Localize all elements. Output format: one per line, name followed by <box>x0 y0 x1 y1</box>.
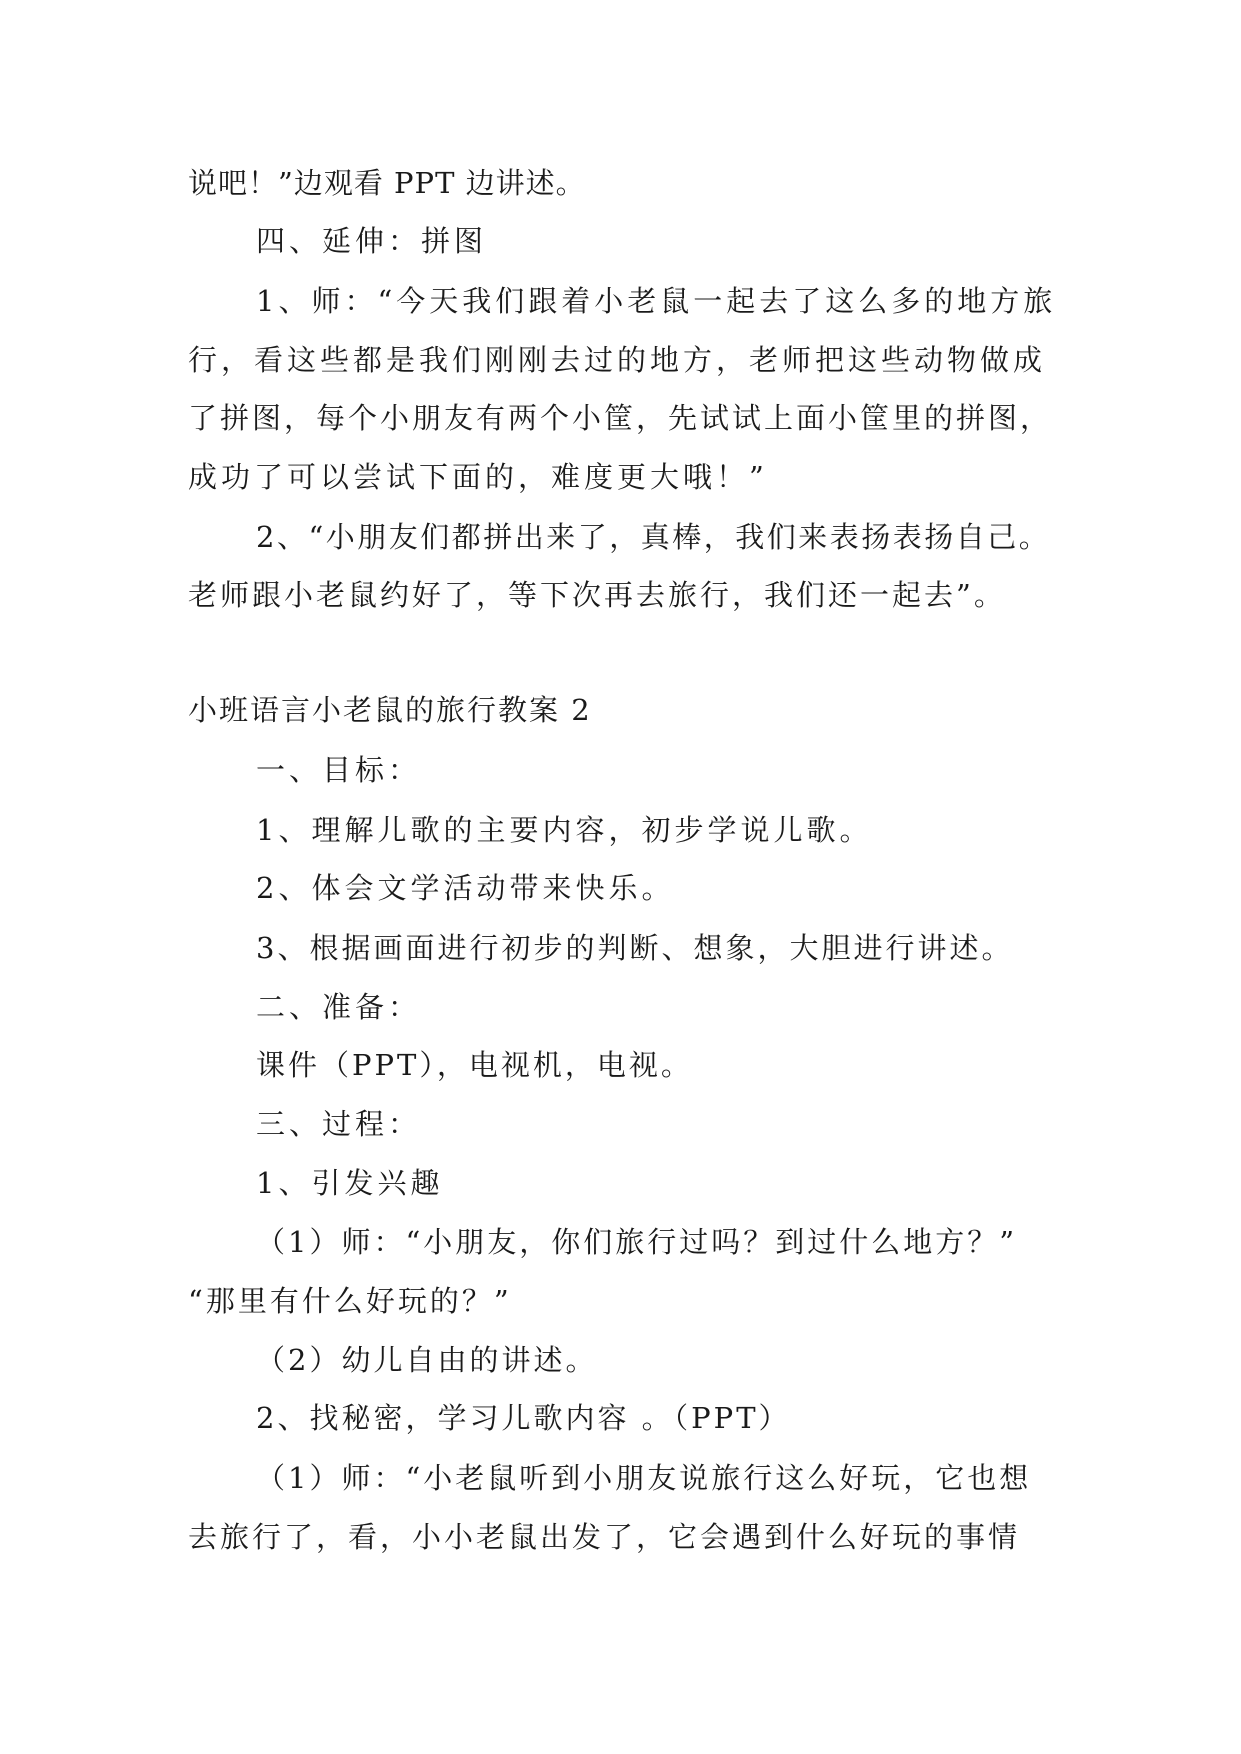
list-item: 2、找秘密，学习儿歌内容 。（PPT） <box>256 1401 791 1435</box>
paragraph-line: 说吧！”边观看 PPT 边讲述。 <box>188 166 586 200</box>
paragraph-line: （1）师：“小朋友，你们旅行过吗？到过什么地方？” <box>256 1225 1018 1259</box>
paragraph-line: 老师跟小老鼠约好了，等下次再去旅行，我们还一起去”。 <box>188 578 1006 612</box>
paragraph-line: 成功了可以尝试下面的，难度更大哦！” <box>188 460 768 494</box>
paragraph-line: （1）师：“小老鼠听到小朋友说旅行这么好玩，它也想 <box>256 1461 1032 1495</box>
document-title: 小班语言小老鼠的旅行教案 2 <box>188 693 592 727</box>
section-heading-extension: 四、延伸：拼图 <box>256 224 488 258</box>
paragraph-line: （2）幼儿自由的讲述。 <box>256 1343 598 1377</box>
paragraph-line: 去旅行了，看，小小老鼠出发了，它会遇到什么好玩的事情 <box>188 1520 1021 1554</box>
paragraph-line: 了拼图，每个小朋友有两个小筐，先试试上面小筐里的拼图， <box>188 401 1053 435</box>
section-heading-preparation: 二、准备： <box>256 990 422 1024</box>
section-heading-process: 三、过程： <box>256 1107 422 1141</box>
paragraph-line: 行，看这些都是我们刚刚去过的地方，老师把这些动物做成 <box>188 343 1047 377</box>
paragraph-line: “那里有什么好玩的？” <box>188 1284 512 1318</box>
section-heading-goals: 一、目标： <box>256 753 422 787</box>
list-item: 1、引发兴趣 <box>256 1166 444 1200</box>
paragraph-line: 2、“小朋友们都拼出来了，真棒，我们来表扬表扬自己。 <box>256 520 1051 554</box>
paragraph-line: 1、师：“今天我们跟着小老鼠一起去了这么多的地方旅 <box>256 284 1057 318</box>
list-item: 3、根据画面进行初步的判断、想象，大胆进行讲述。 <box>256 931 1014 965</box>
list-item: 2、体会文学活动带来快乐。 <box>256 871 675 905</box>
list-item: 课件（PPT），电视机，电视。 <box>256 1048 693 1082</box>
list-item: 1、理解儿歌的主要内容，初步学说儿歌。 <box>256 813 873 847</box>
